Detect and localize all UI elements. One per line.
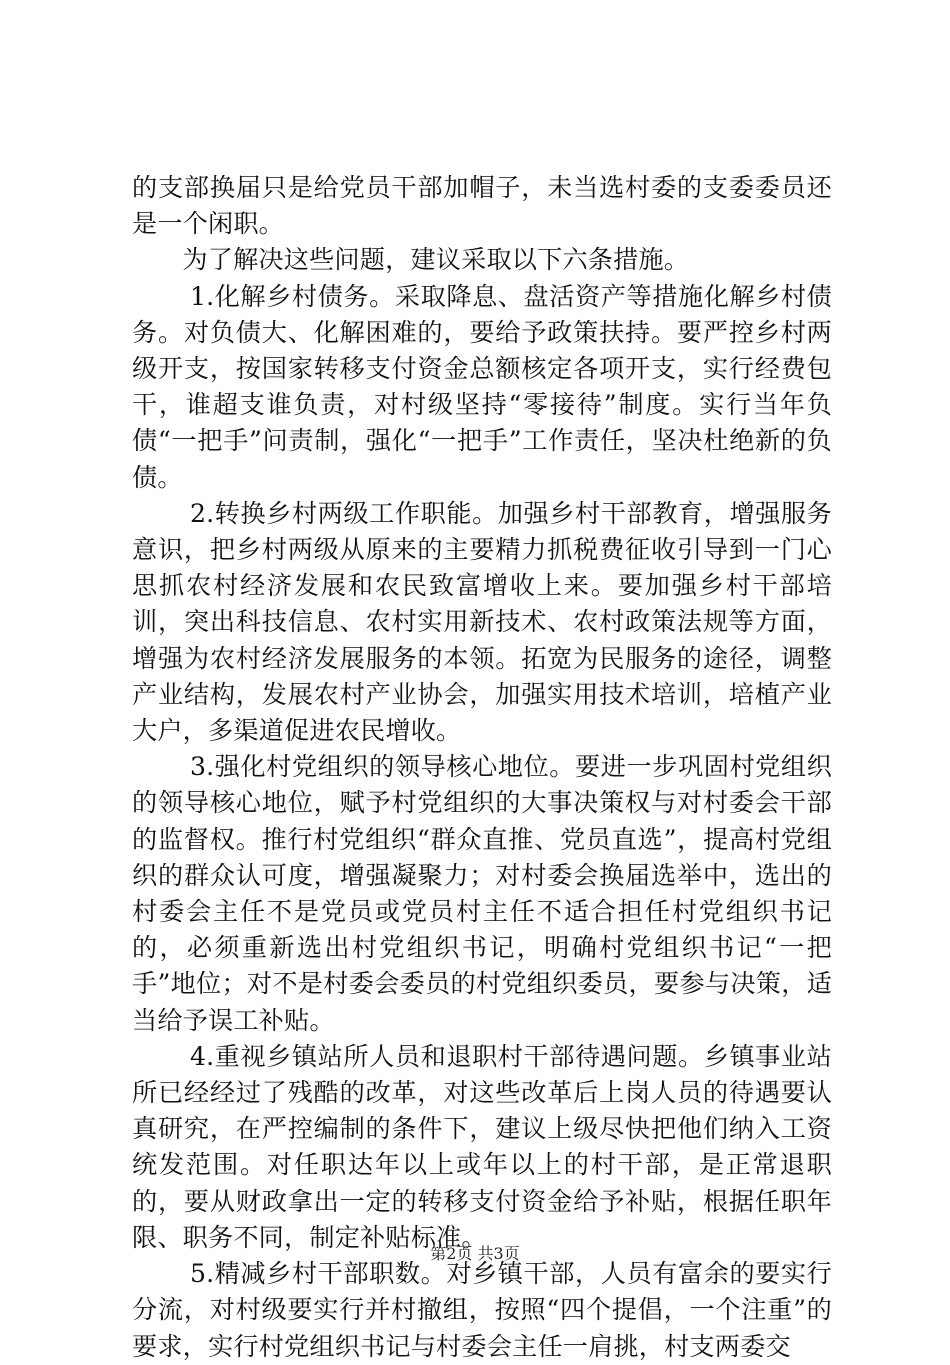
paragraph-measure-1: 1.化解乡村债务。采取降息、盘活资产等措施化解乡村债务。对负债大、化解困难的，要给予政策扶持。要严控乡村两级开支，按国家转移支付资金总额核定各项开支，实行经费包干，谁超支谁负责，对村级坚持“零接待”制度。实行当年负债“一把手”问责制，强化“一把手”工作责任，坚决杜绝新的负债。 xyxy=(132,281,832,492)
paragraph-measure-3: 3.强化村党组织的领导核心地位。要进一步巩固村党组织的领导核心地位，赋予村党组织的大事决策权与对村委会干部的监督权。推行村党组织“群众直推、党员直选”，提高村党组织的群众认可度，增强凝聚力；对村委会换届选举中，选出的村委会主任不是党员或党员村主任不适合担任村党组织书记的，必须重新选出村党组织书记，明确村党组织书记“一把手”地位；对不是村委会委员的村党组织委员，要参与决策，适当给予误工补贴。 xyxy=(132,752,832,1035)
paragraph-measure-4: 4.重视乡镇站所人员和退职村干部待遇问题。乡镇事业站所已经经过了残酷的改革，对这些改革后上岗人员的待遇要认真研究，在严控编制的条件下，建议上级尽快把他们纳入工资统发范围。对任职达年以上或年以上的村干部，是正常退职的，要从财政拿出一定的转移支付资金给予补贴，根据任职年限、职务不同，制定补贴标准。 xyxy=(132,1041,832,1252)
document-body xyxy=(132,170,832,1365)
paragraph-continuation: 的支部换届只是给党员干部加帽子，未当选村委的支委委员还是一个闲职。 xyxy=(132,173,832,239)
page-footer: 第2页 共3页 xyxy=(430,1244,520,1263)
paragraph-measure-5: 5.精减乡村干部职数。对乡镇干部，人员有富余的要实行分流，对村级要实行并村撤组，按照“四个提倡，一个注重”的要求，实行村党组织书记与村委会主任一肩挑，村支两委交 xyxy=(132,1259,832,1361)
paragraph-measure-2: 2.转换乡村两级工作职能。加强乡村干部教育，增强服务意识，把乡村两级从原来的主要精力抓税费征收引导到一门心思抓农村经济发展和农民致富增收上来。要加强乡村干部培训，突出科技信息、农村实用新技术、农村政策法规等方面，增强为农村经济发展服务的本领。拓宽为民服务的途径，调整产业结构，发展农村产业协会，加强实用技术培训，培植产业大户，多渠道促进农民增收。 xyxy=(132,498,832,746)
paragraph-intro: 为了解决这些问题，建议采取以下六条措施。 xyxy=(182,245,690,275)
